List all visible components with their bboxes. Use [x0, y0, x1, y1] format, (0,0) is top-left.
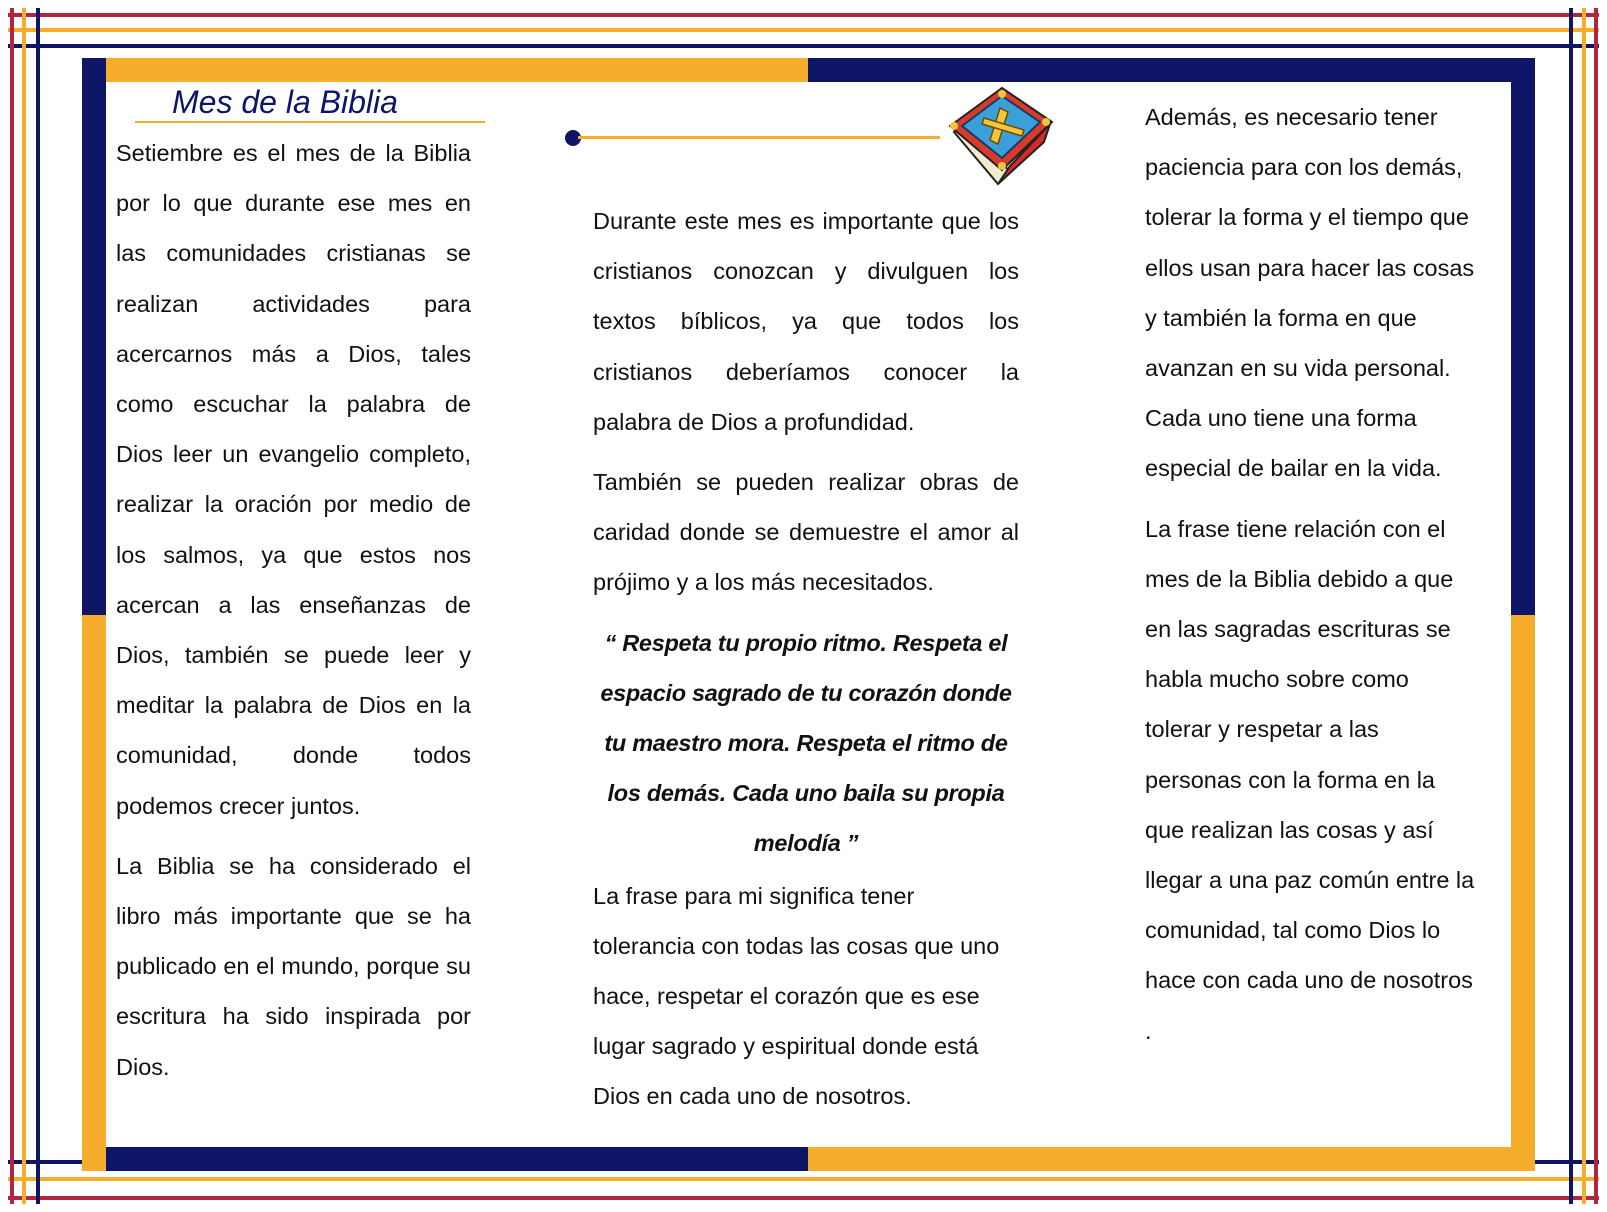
- panel-left-top-navy: [82, 58, 106, 615]
- column-middle-paragraph-1: Durante este mes es importante que los cristianos conozcan y divulguen los textos bíblicos, ya que todos los cristianos deberíamos conocer la palabra de Dios a profundidad.: [593, 208, 1019, 435]
- column-right-paragraph-1: Además, es necesario tener paciencia para con los demás, tolerar la forma y el tiempo que ellos usan para hacer las cosas y también la forma en que avanzan en su vida personal. Cada uno tiene una forma especial de bailar en la vida.: [1145, 104, 1475, 482]
- panel-bottom-right-gold: [808, 1147, 1535, 1171]
- frame-line-top-navy: [8, 44, 1599, 48]
- frame-line-bottom-gold: [8, 1177, 1599, 1181]
- panel-top-right-navy: [808, 58, 1535, 82]
- frame-line-right-navy: [1569, 8, 1573, 1204]
- column-left-paragraph-1: Setiembre es el mes de la Biblia por lo que durante ese mes en las comunidades cristianas se realizan actividades para acercarnos más a Dios, tales como escuchar la palabra de Dios leer un evangelio completo, realizar la oración por medio de los salmos, ya que estos nos acercan a las enseñanzas de Dios, también se puede leer y meditar la palabra de Dios en la comunidad, donde todos podemos crecer juntos.: [116, 140, 471, 819]
- frame-line-left-gold: [22, 8, 26, 1204]
- title-underline: [135, 121, 485, 123]
- frame-line-left-navy: [36, 8, 40, 1204]
- frame-line-right-gold: [1582, 8, 1586, 1204]
- quote: “ Respeta tu propio ritmo. Respeta el espacio sagrado de tu corazón donde tu maestro mora. Respeta el ritmo de los demás. Cada uno baila su propia melodía ”: [600, 629, 1012, 857]
- frame-line-bottom-red: [8, 1196, 1599, 1200]
- frame-line-right-red: [1594, 8, 1598, 1204]
- frame-line-top-gold: [8, 28, 1599, 32]
- panel-top-left-gold: [82, 58, 808, 82]
- column-right-paragraph-2: La frase tiene relación con el mes de la Biblia debido a que en las sagradas escrituras se habla mucho sobre como tolerar y respetar a las personas con la forma en la que realizan las cosas y así llegar a una paz común entre la comunidad, tal como Dios lo hace con cada uno de nosotros .: [1145, 515, 1475, 1044]
- panel-right-bottom-gold: [1511, 615, 1535, 1171]
- column-left-paragraph-2: La Biblia se ha considerado el libro más importante que se ha publicado en el mundo, porque su escritura ha sido inspirada por Dios.: [116, 852, 471, 1080]
- frame-line-left-red: [10, 8, 14, 1204]
- panel-right-top-navy: [1511, 58, 1535, 615]
- page-title: Mes de la Biblia: [172, 84, 398, 120]
- bible-icon: [940, 84, 1058, 192]
- pointer-line: [578, 136, 940, 139]
- frame-line-top-red: [8, 13, 1599, 17]
- panel-bottom-left-navy: [82, 1147, 808, 1171]
- column-middle-paragraph-2: También se pueden realizar obras de caridad donde se demuestre el amor al prójimo y a los más necesitados.: [593, 469, 1019, 596]
- column-right: [1145, 92, 1480, 1066]
- panel-left-bottom-gold: [82, 615, 106, 1171]
- column-middle-paragraph-3: La frase para mi significa tener tolerancia con todas las cosas que uno hace, respetar el corazón que es ese lugar sagrado y espiritual donde está Dios en cada uno de nosotros.: [593, 882, 1000, 1110]
- column-left: [116, 128, 471, 1102]
- column-middle: [593, 196, 1019, 1132]
